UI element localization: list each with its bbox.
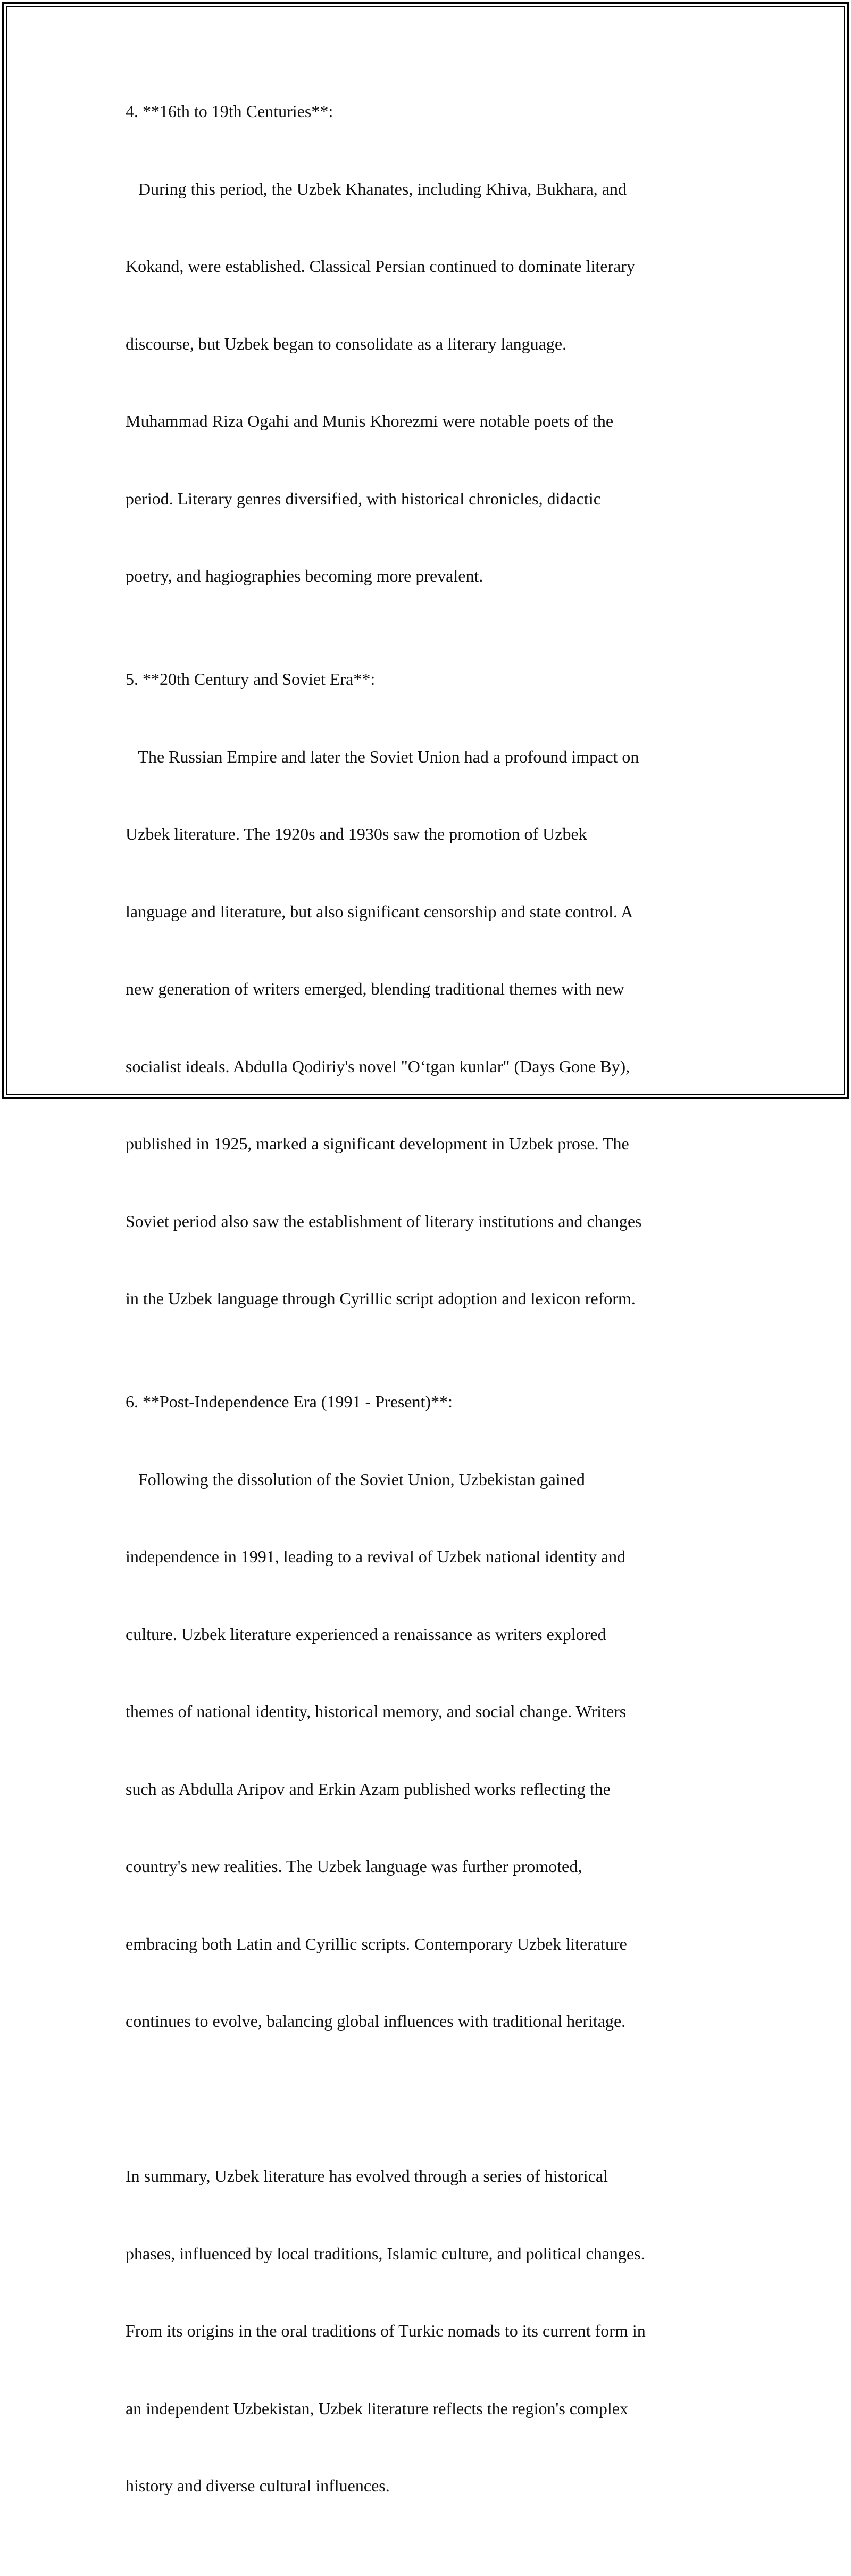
summary-text xyxy=(126,2111,727,2550)
section-paragraph xyxy=(126,692,727,1363)
section-heading: 6. **Post-Independence Era (1991 - Present)**: xyxy=(126,1392,453,1411)
text-line: new generation of writers emerged, blending traditional themes with new xyxy=(126,979,624,998)
text-line: an independent Uzbekistan, Uzbek literature reflects the region's complex xyxy=(126,2398,628,2418)
text-line: themes of national identity, historical memory, and social change. Writers xyxy=(126,1702,627,1721)
section-paragraph xyxy=(126,1415,727,2086)
section-heading: 4. **16th to 19th Centuries**: xyxy=(126,102,333,121)
text-line: In summary, Uzbek literature has evolved through a series of historical xyxy=(126,2166,608,2185)
text-line: The Russian Empire and later the Soviet Union had a profound impact on xyxy=(126,747,639,766)
text-line: embracing both Latin and Cyrillic scripts. Contemporary Uzbek literature xyxy=(126,1934,627,1953)
text-line: Soviet period also saw the establishment of literary institutions and changes xyxy=(126,1211,642,1231)
text-line: poetry, and hagiographies becoming more prevalent. xyxy=(126,566,483,585)
text-line: During this period, the Uzbek Khanates, including Khiva, Bukhara, and xyxy=(126,179,627,198)
text-line: From its origins in the oral traditions of Turkic nomads to its current form in xyxy=(126,2321,646,2340)
text-line: in the Uzbek language through Cyrillic script adoption and lexicon reform. xyxy=(126,1289,636,1308)
section-20th-century-soviet-era xyxy=(126,666,727,1363)
text-line: such as Abdulla Aripov and Erkin Azam published works reflecting the xyxy=(126,1779,611,1799)
text-line: socialist ideals. Abdulla Qodiriy's novel "O‘tgan kunlar" (Days Gone By), xyxy=(126,1056,630,1076)
section-post-independence-era xyxy=(126,1389,727,2086)
text-line: language and literature, but also significant censorship and state control. A xyxy=(126,901,633,921)
text-line: period. Literary genres diversified, with historical chronicles, didactic xyxy=(126,488,601,508)
text-line: discourse, but Uzbek began to consolidate as a literary language. xyxy=(126,334,567,353)
text-line: continues to evolve, balancing global influences with traditional heritage. xyxy=(126,2011,626,2031)
section-heading: 5. **20th Century and Soviet Era**: xyxy=(126,669,376,689)
text-line: phases, influenced by local traditions, Islamic culture, and political changes. xyxy=(126,2243,645,2263)
document-body xyxy=(126,98,727,2576)
text-line: published in 1925, marked a significant development in Uzbek prose. The xyxy=(126,1134,629,1153)
summary-paragraph xyxy=(126,2111,727,2550)
text-line: culture. Uzbek literature experienced a renaissance as writers explored xyxy=(126,1624,606,1644)
text-line: Following the dissolution of the Soviet Union, Uzbekistan gained xyxy=(126,1469,585,1489)
section-paragraph xyxy=(126,125,727,641)
text-line: Muhammad Riza Ogahi and Munis Khorezmi were notable poets of the xyxy=(126,411,614,430)
text-line: Uzbek literature. The 1920s and 1930s saw the promotion of Uzbek xyxy=(126,824,587,843)
section-16th-19th-centuries xyxy=(126,98,727,641)
text-line: Kokand, were established. Classical Persian continued to dominate literary xyxy=(126,256,635,276)
text-line: history and diverse cultural influences. xyxy=(126,2476,390,2495)
text-line: country's new realities. The Uzbek language was further promoted, xyxy=(126,1857,582,1876)
text-line: independence in 1991, leading to a revival of Uzbek national identity and xyxy=(126,1547,626,1566)
